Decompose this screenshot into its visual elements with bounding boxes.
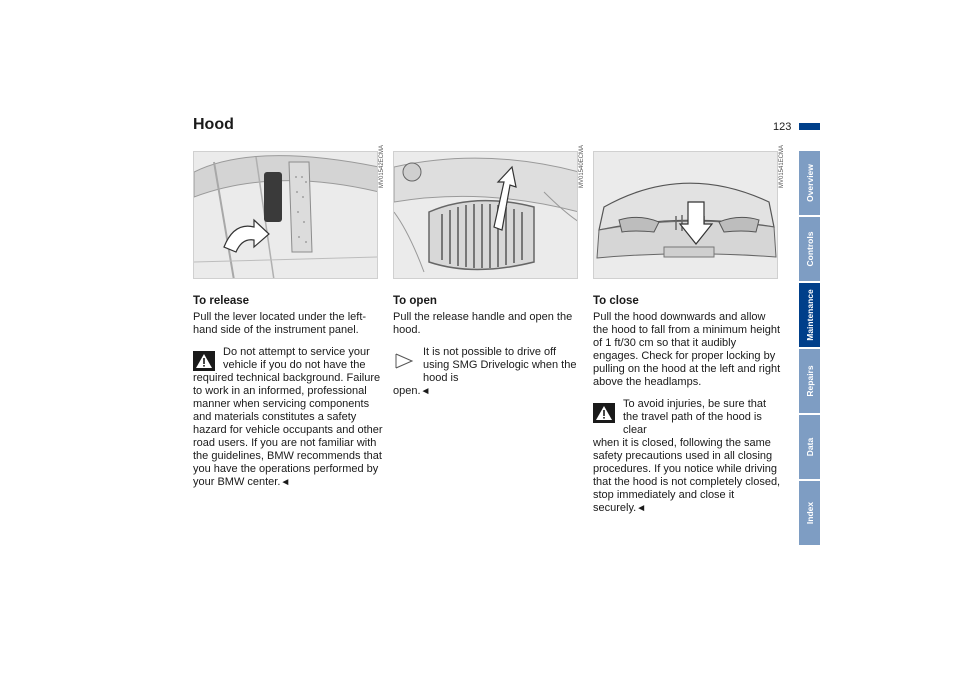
section-open xyxy=(393,294,583,398)
figure-code: MV01540ECMA xyxy=(579,144,585,188)
tab-maintenance[interactable] xyxy=(799,283,820,347)
tab-controls[interactable] xyxy=(799,217,820,281)
page-title: Hood xyxy=(193,116,234,133)
section-tabs xyxy=(799,151,820,547)
tab-index[interactable] xyxy=(799,481,820,545)
note-text: It is not possible to drive off using SMG Drivelogic when the hood is xyxy=(423,346,577,384)
note-text: required technical background. Failure to work in an informed, professional manner when servicing components and materials constitutes a safety hazard for vehicle occupants and other road users. If you are not familiar with the guidelines, BMW recommends that you have the operations performed by your BMW center. xyxy=(193,372,383,488)
end-mark: ◄ xyxy=(280,477,291,488)
note-text: Do not attempt to service your vehicle if you do not have the xyxy=(223,346,370,371)
section-release xyxy=(193,294,383,489)
note-text: when it is closed, following the same safety precautions used in all closing procedures. If you notice while driving that the hood is not completely closed, stop immediately and close it securely. xyxy=(593,437,781,514)
warning-note xyxy=(593,398,783,515)
note-text: open. xyxy=(393,385,421,397)
figure-close-hood xyxy=(593,151,778,279)
tab-repairs[interactable] xyxy=(799,349,820,413)
hint-note xyxy=(393,346,583,398)
section-body: Pull the release handle and open the hood. xyxy=(393,311,573,336)
warning-note xyxy=(193,346,383,489)
section-heading: To open xyxy=(393,295,437,307)
end-mark: ◄ xyxy=(420,386,431,397)
hint-icon xyxy=(393,351,415,371)
tab-label: Index xyxy=(804,501,815,525)
figure-release-lever xyxy=(193,151,378,279)
tab-label: Data xyxy=(804,437,815,457)
tab-label: Maintenance xyxy=(804,289,815,341)
figure-code: MV01541ECMA xyxy=(779,144,785,188)
tab-data[interactable] xyxy=(799,415,820,479)
section-heading: To release xyxy=(193,295,250,307)
figure-release-handle xyxy=(393,151,578,279)
end-mark: ◄ xyxy=(636,503,647,514)
tab-label: Controls xyxy=(804,231,815,267)
warning-icon xyxy=(593,403,615,423)
section-close xyxy=(593,294,783,515)
note-text: To avoid injuries, be sure that the travel path of the hood is clear xyxy=(623,398,767,436)
tab-label: Repairs xyxy=(804,365,815,397)
warning-icon xyxy=(193,351,215,371)
page-marker xyxy=(799,123,820,130)
section-body: Pull the lever located under the left-hand side of the instrument panel. xyxy=(193,311,367,336)
page-number: 123 xyxy=(773,121,792,133)
section-heading: To close xyxy=(593,295,639,307)
tab-overview[interactable] xyxy=(799,151,820,215)
section-body: Pull the hood downwards and allow the hood to fall from a minimum height of 1 ft/30 cm so that it audibly engages. Check for proper locking by pulling on the hood at the left and right above the headlamps. xyxy=(593,311,781,388)
figure-code: MV01542ECMA xyxy=(379,144,385,188)
tab-label: Overview xyxy=(804,164,815,202)
